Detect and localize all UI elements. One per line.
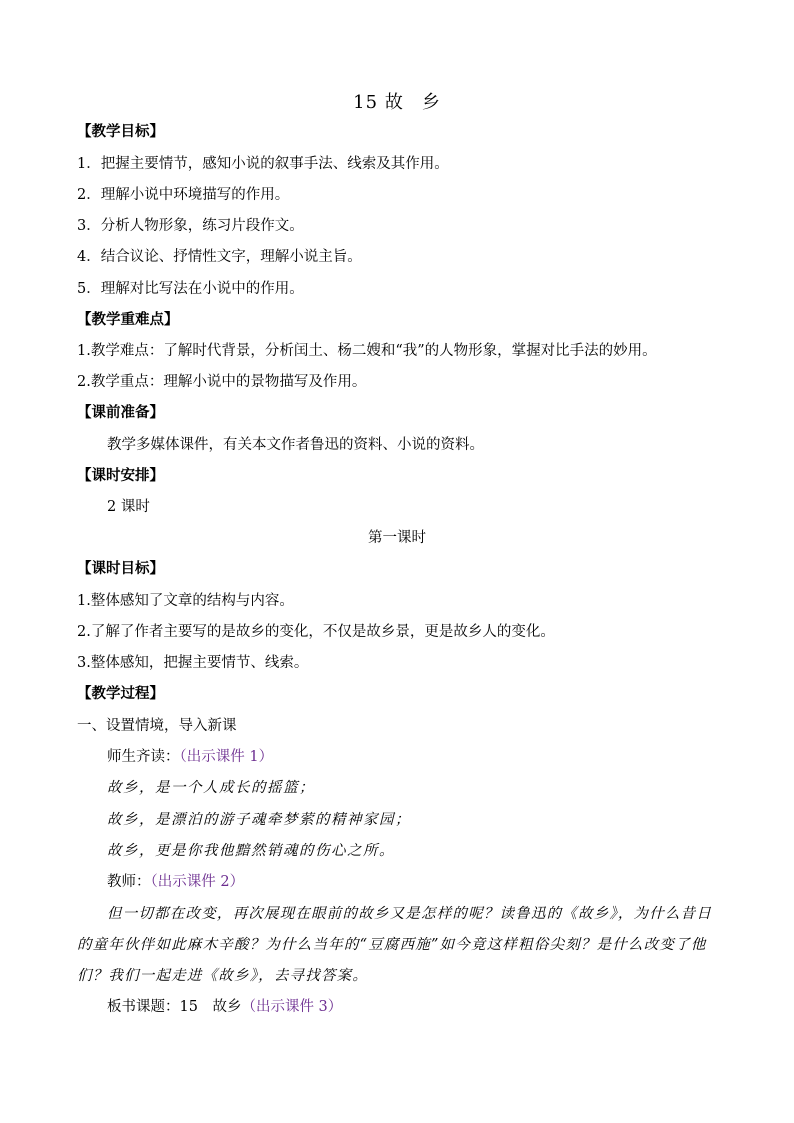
section-heading-process: 【教学过程】 <box>77 685 164 702</box>
poem-line: 故乡，更是你我他黯然销魂的伤心之所。 <box>107 843 395 859</box>
title-char-1: 故 <box>384 92 404 113</box>
key-item: 1.教学难点：了解时代背景，分析闰土、杨二嫂和“我”的人物形象，掌握对比手法的妙用。 <box>77 343 657 359</box>
lesson-goal-item: 1.整体感知了文章的结构与内容。 <box>77 593 294 609</box>
section-heading-lesson-goals: 【课时目标】 <box>77 560 164 577</box>
courseware-tag: （出示课件 3） <box>241 999 343 1015</box>
title-char-2: 乡 <box>421 92 441 113</box>
goal-item: 3．分析人物形象，练习片段作文。 <box>77 218 304 234</box>
schedule-text: 2 课时 <box>107 499 150 515</box>
board-line <box>107 997 342 1017</box>
goal-item: 1．把握主要情节，感知小说的叙事手法、线索及其作用。 <box>77 156 449 172</box>
section-heading-key: 【教学重难点】 <box>77 311 179 328</box>
poem-line: 故乡，是一个人成长的摇篮； <box>107 780 315 796</box>
goal-item: 2．理解小说中环境描写的作用。 <box>77 187 290 203</box>
poem-line: 故乡，是漂泊的游子魂牵梦萦的精神家园； <box>107 812 411 828</box>
intro-paragraph: 但一切都在改变，再次展现在眼前的故乡又是怎样的呢？读鲁迅的《故乡》，为什么昔日的童年伙伴如此麻木辛酸？为什么当年的“豆腐西施”如今竟这样粗俗尖刻？是什么改变了他们？我们一起走进《故乡》，去寻找答案。 <box>77 906 713 984</box>
teacher-label: 教师： <box>107 874 151 890</box>
courseware-tag: （出示课件 1） <box>179 749 274 765</box>
section-heading-prep: 【课前准备】 <box>77 404 164 421</box>
title-number: 15 <box>353 92 379 113</box>
board-label: 板书课题：15 故乡 <box>107 999 242 1015</box>
courseware-tag: （出示课件 2） <box>150 874 245 890</box>
step-heading: 一、设置情境，导入新课 <box>77 718 237 734</box>
lesson-goal-item: 2.了解了作者主要写的是故乡的变化，不仅是故乡景，更是故乡人的变化。 <box>77 624 555 640</box>
section-heading-schedule: 【课时安排】 <box>77 467 164 484</box>
section-heading-goals: 【教学目标】 <box>77 123 164 140</box>
read-line <box>107 747 273 767</box>
prep-text: 教学多媒体课件，有关本文作者鲁迅的资料、小说的资料。 <box>107 437 484 453</box>
read-label: 师生齐读： <box>107 749 180 765</box>
page-title <box>0 88 794 114</box>
goal-item: 5．理解对比写法在小说中的作用。 <box>77 281 304 297</box>
lesson-goal-item: 3.整体感知，把握主要情节、线索。 <box>77 655 309 671</box>
key-item: 2.教学重点：理解小说中的景物描写及作用。 <box>77 374 367 390</box>
teacher-line <box>107 872 244 892</box>
goal-item: 4．结合议论、抒情性文字，理解小说主旨。 <box>77 249 362 265</box>
lesson-title: 第一课时 <box>368 530 426 546</box>
